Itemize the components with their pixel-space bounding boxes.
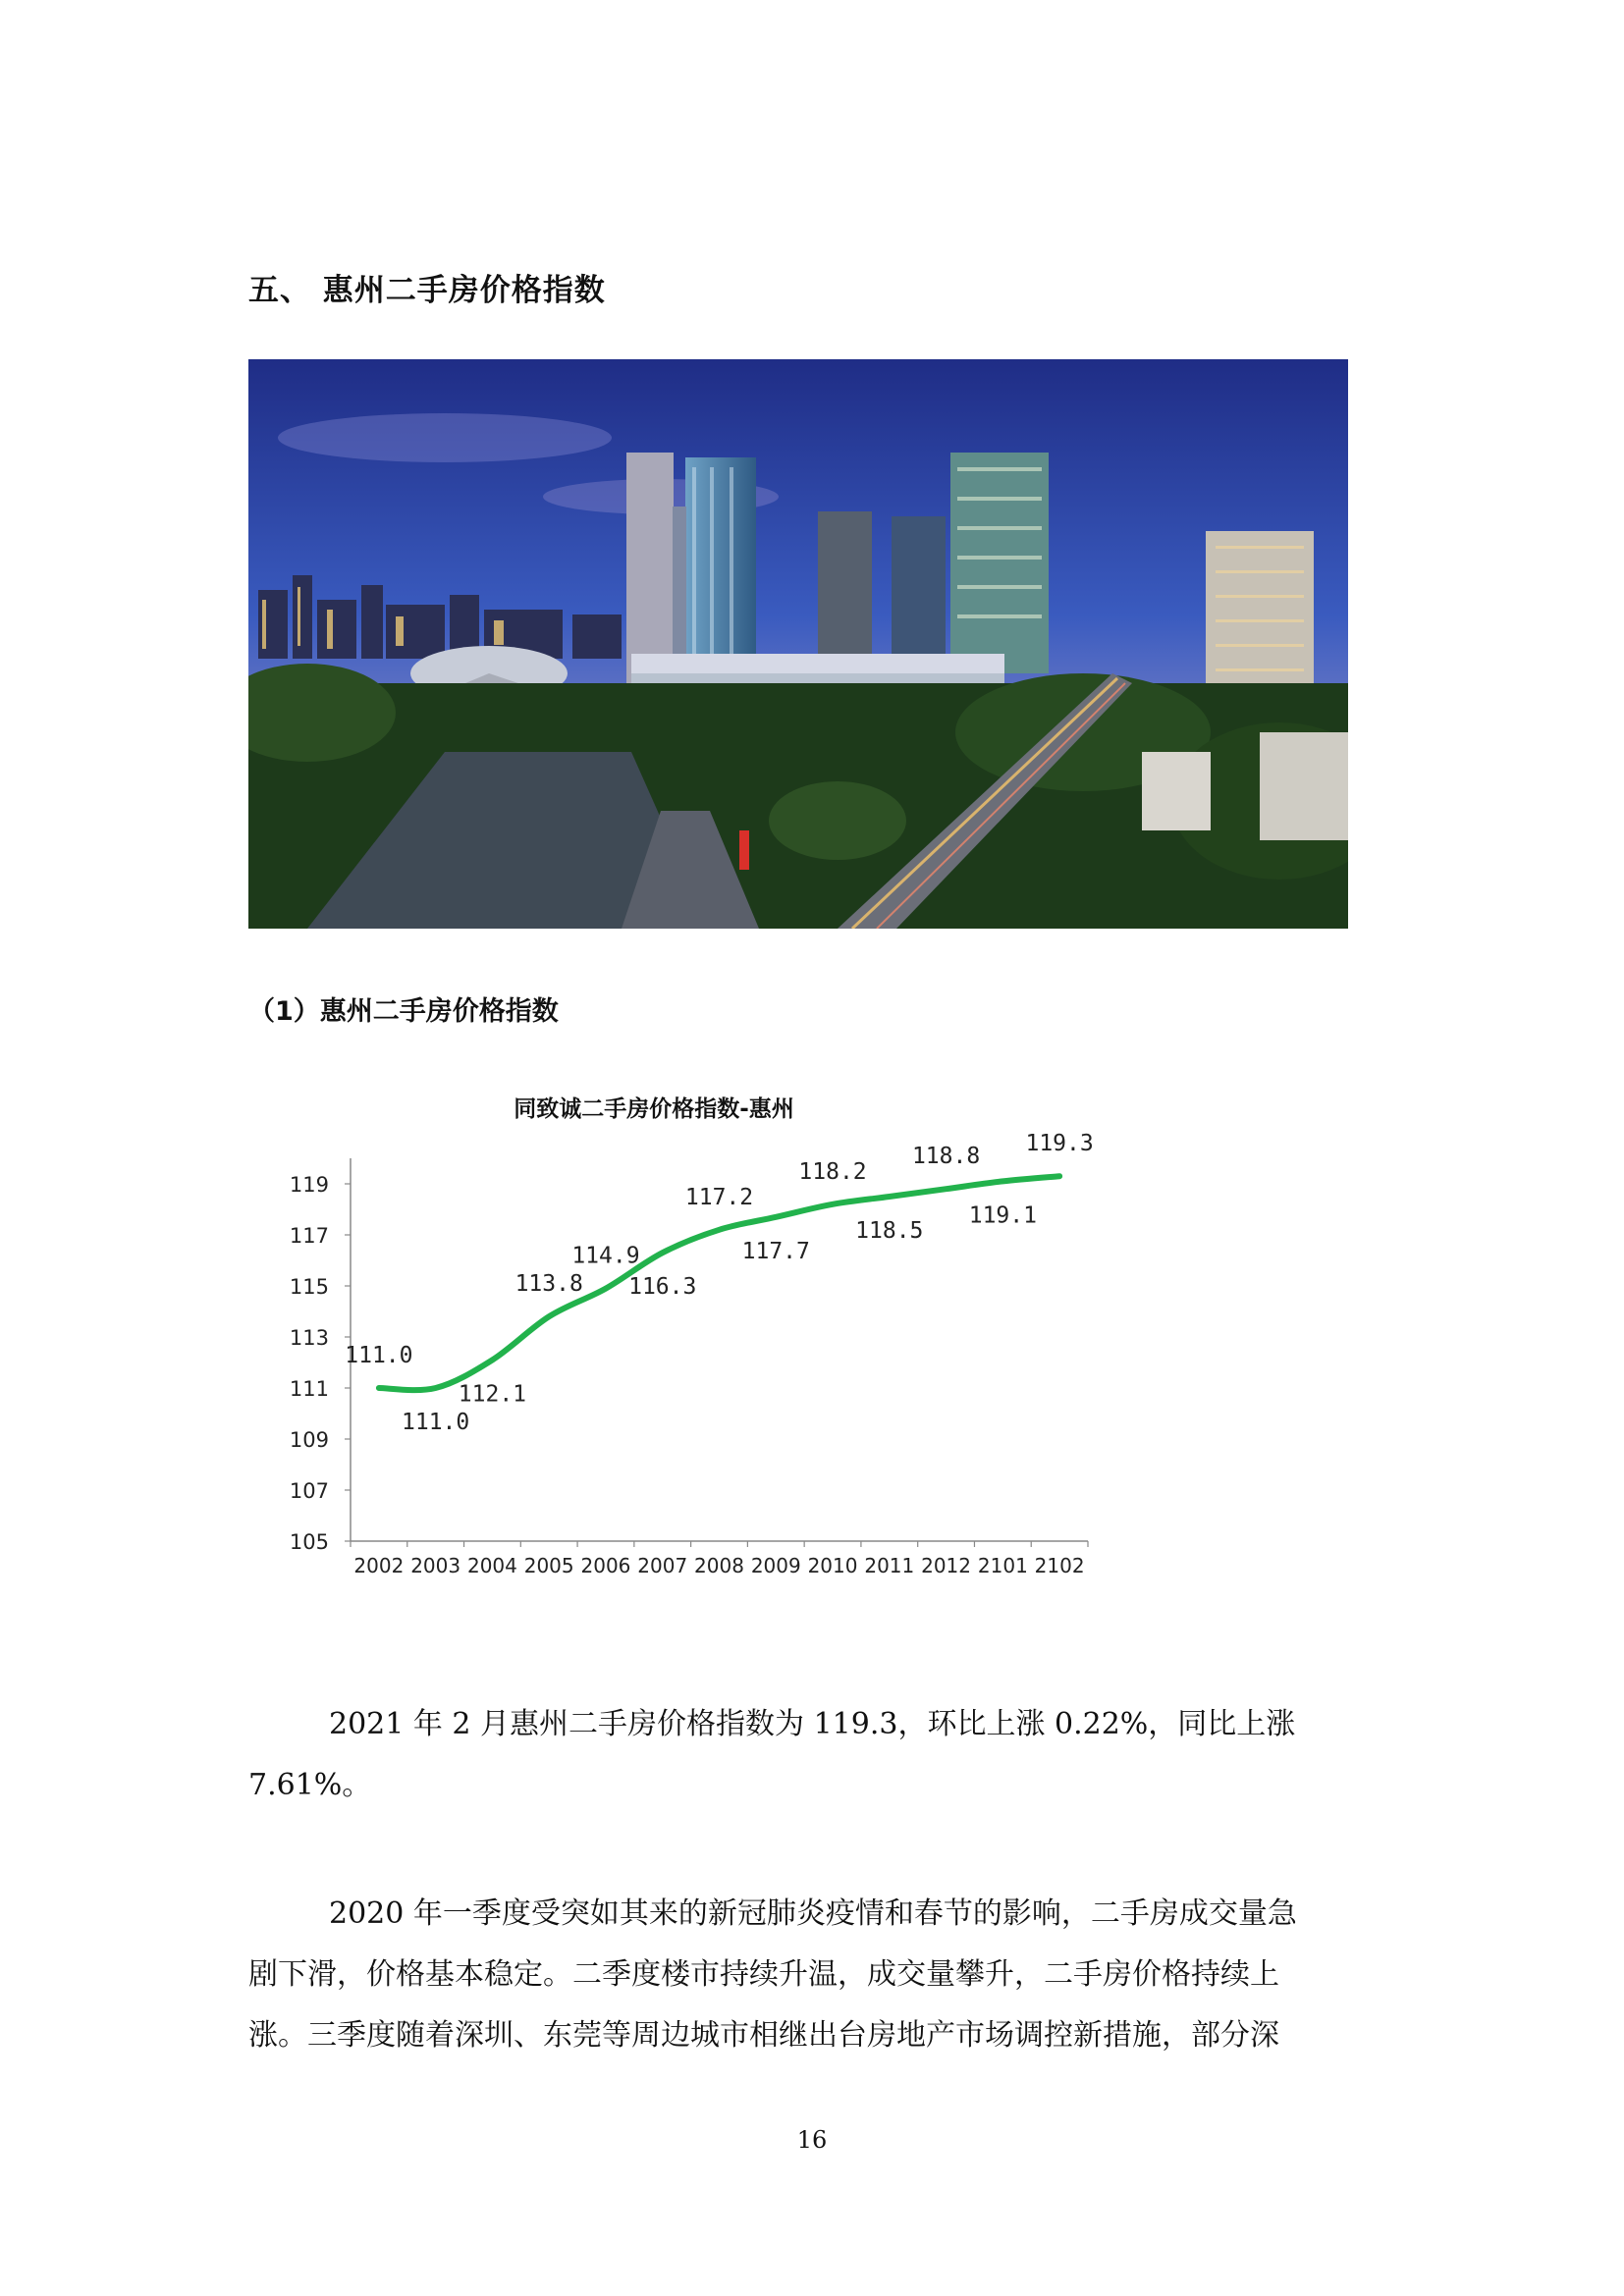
y-tick-label: 107: [289, 1479, 329, 1503]
x-tick-label: 2010: [807, 1554, 858, 1577]
data-label: 114.9: [571, 1243, 640, 1269]
data-label: 116.3: [628, 1274, 697, 1301]
paragraph-2-line-3: 涨。三季度随着深圳、东莞等周边城市相继出台房地产市场调控新措施，部分深: [248, 2018, 1279, 2053]
y-tick-label: 111: [289, 1377, 329, 1401]
data-label: 118.8: [911, 1144, 981, 1170]
data-label: 118.2: [798, 1158, 867, 1185]
y-tick-label: 113: [289, 1326, 329, 1350]
data-label: 111.0: [345, 1343, 413, 1368]
x-tick-label: 2011: [864, 1554, 915, 1577]
section-heading: 五、 惠州二手房价格指数: [248, 273, 606, 308]
x-tick-label: 2007: [637, 1554, 688, 1577]
x-tick-label: 2002: [353, 1554, 405, 1577]
x-tick-label: 2012: [921, 1554, 972, 1577]
x-tick-label: 2009: [750, 1554, 801, 1577]
y-tick-label: 115: [289, 1275, 329, 1299]
city-skyline-photo: [248, 359, 1348, 929]
y-tick-label: 119: [289, 1173, 329, 1197]
price-index-chart: [250, 1080, 1114, 1610]
x-tick-label: 2003: [410, 1554, 461, 1577]
paragraph-1-line-2: 7.61%。: [248, 1768, 372, 1802]
data-label: 119.1: [968, 1202, 1037, 1229]
x-tick-label: 2101: [977, 1554, 1028, 1577]
page-number: 16: [796, 2126, 828, 2154]
x-tick-label: 2005: [523, 1554, 574, 1577]
data-label: 117.2: [684, 1184, 754, 1210]
paragraph-2-line-1: 2020 年一季度受突如其来的新冠肺炎疫情和春节的影响，二手房成交量急: [329, 1896, 1297, 1931]
x-tick-label: 2102: [1034, 1554, 1085, 1577]
data-label: 112.1: [458, 1381, 527, 1408]
data-label: 111.0: [402, 1410, 470, 1435]
data-label: 117.7: [741, 1238, 810, 1264]
sub-heading: （1）惠州二手房价格指数: [248, 996, 559, 1027]
x-tick-label: 2006: [580, 1554, 631, 1577]
paragraph-2: [248, 1884, 1397, 2066]
data-label: 113.8: [514, 1271, 583, 1298]
paragraph-2-line-2: 剧下滑，价格基本稳定。二季度楼市持续升温，成交量攀升，二手房价格持续上: [248, 1957, 1279, 1992]
data-label: 118.5: [855, 1218, 924, 1244]
y-tick-label: 117: [289, 1224, 329, 1248]
chart-title: 同致诚二手房价格指数-惠州: [514, 1096, 794, 1122]
y-tick-label: 105: [289, 1530, 329, 1554]
x-tick-label: 2008: [694, 1554, 744, 1577]
paragraph-1: [248, 1694, 1397, 1816]
paragraph-1-line-1: 2021 年 2 月惠州二手房价格指数为 119.3，环比上涨 0.22%，同比上涨: [329, 1707, 1296, 1741]
x-tick-label: 2004: [466, 1554, 517, 1577]
y-tick-label: 109: [289, 1428, 329, 1452]
data-label: 119.3: [1025, 1131, 1094, 1157]
